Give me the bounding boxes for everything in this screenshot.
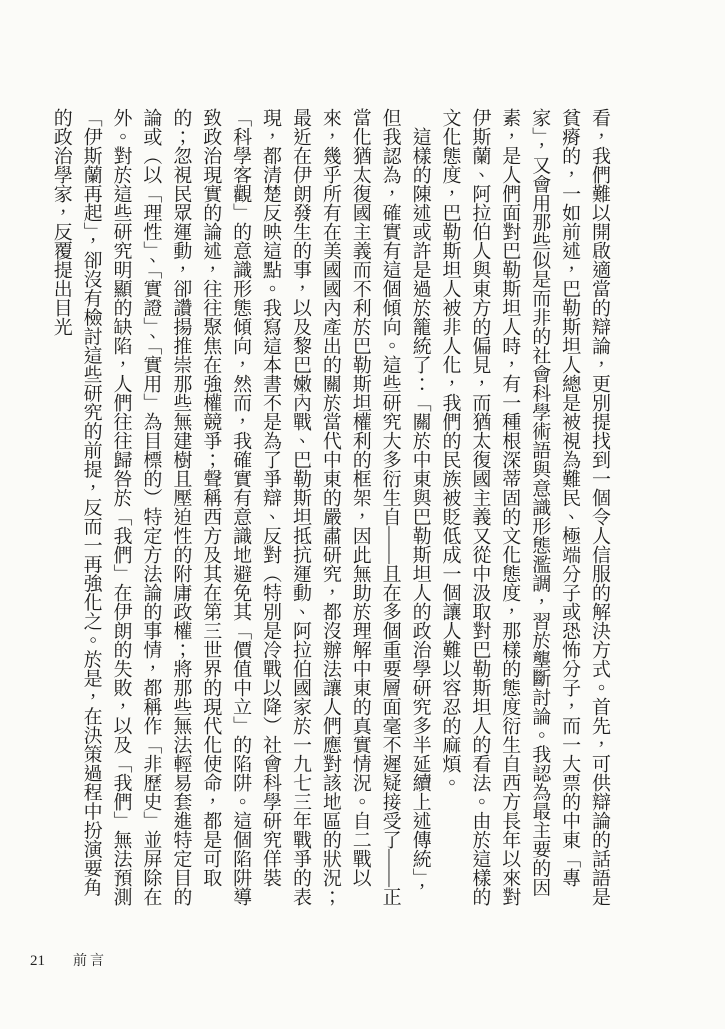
chapter-title: 前言 [73,954,107,969]
page-number: 21 [30,953,45,969]
page-footer [30,950,107,970]
paragraph-continuation: 看，我們難以開啟適當的辯論，更別提找到一個令人信服的解決方式。首先，可供辯論的話語是貧瘠的，一如前述，巴勒斯坦人總是被視為難民、極端分子或恐怖分子，而一大票的中東「專家」，又會用那些似是而非的社會科學術語與意識形態濫調，習於壟斷討論。我認為最主要的因素，是人們面對巴勒斯坦人時，有一種根深蒂固的文化態度，那樣的態度衍生自西方長年以來對伊斯蘭、阿拉伯人與東方的偏見，而猶太復國主義又從中汲取對巴勒斯坦人的看法。由於這樣的文化態度，巴勒斯坦人被非人化，我們的民族被貶低成一個讓人難以容忍的麻煩。 [439,108,610,906]
paragraph-second: 這樣的陳述或許是過於籠統了：「關於中東與巴勒斯坦人的政治學研究多半延續上述傳統」，但我認為，確實有這個傾向。這些研究大多衍生自——且在多個重要層面毫不遲疑接受了——正當化猶太復國主義而不利於巴勒斯坦權利的框架，因此無助於理解中東的真實情況。自二戰以來，幾乎所有在美國國內產出的關於當代中東的嚴肅研究，都沒辦法讓人們應對該地區的狀況；最近在伊朗發生的事，以及黎巴嫩內戰、巴勒斯坦抵抗運動、阿拉伯國家於一九七三年戰爭的表現，都清楚反映這點。我寫這本書不是為了爭辯、反對（特別是冷戰以降）社會科學研究佯裝「科學客觀」的意識形態傾向，然而，我確實有意識地避免其「價值中立」的陷阱。這個陷阱導致政治現實的論述，往往聚焦在強權競爭；聲稱西方及其在第三世界的現代化使命，都是可取的；忽視民眾運動，卻讚揚推崇那些無建樹且壓迫性的附庸政權；將那些無法輕易套進特定目的論或（以「理性」、「實證」、「實用」為目標的）特定方法論的事情，都稱作「非歷史」並屏除在外。對於這些研究明顯的缺陷，人們往往歸咎於「我們」在伊朗的失敗，以及「我們」無法預測「伊斯蘭再起」，卻沒有檢討這些研究的前提，反而一再強化之。於是，在決策過程中扮演要角的政治學家，反覆提出目光 [50,108,431,906]
main-text-block [50,108,614,910]
